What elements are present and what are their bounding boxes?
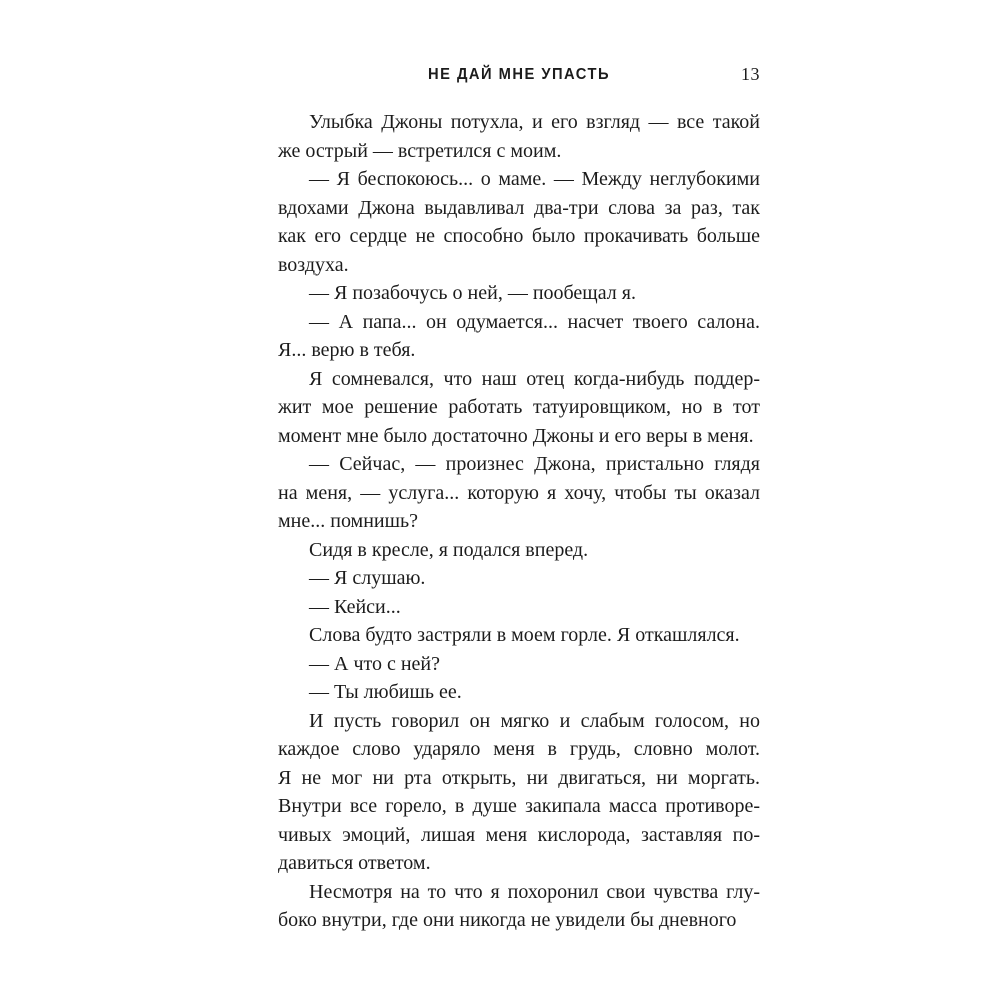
paragraph (278, 564, 760, 593)
text-line: Я не мог ни рта открыть, ни двигаться, ни моргать. (278, 766, 760, 789)
text-line: Улыбка Джоны потухла, и его взгляд — все такой (309, 111, 760, 133)
body-text (278, 108, 760, 935)
text-line: — Я беспокоюсь... о маме. — Между неглубокими (309, 168, 760, 190)
text-line: на меня, — услуга... которую я хочу, чтобы ты оказал (278, 481, 760, 504)
text-line: боко внутри, где они никогда не увидели бы дневного (278, 909, 737, 931)
paragraph (278, 707, 760, 878)
text-line: Несмотря на то что я похоронил свои чувства глу- (309, 880, 760, 903)
text-line: — А что с ней? (309, 652, 441, 675)
text-line: давиться ответом. (278, 852, 431, 874)
page-number: 13 (741, 64, 760, 84)
text-line: чивых эмоций, лишая меня кислорода, заставляя по- (278, 823, 760, 846)
paragraph (278, 593, 760, 622)
text-line: Сидя в кресле, я подался вперед. (309, 538, 589, 561)
text-line: воздуха. (278, 253, 349, 276)
text-line: Я... верю в тебя. (278, 339, 416, 361)
paragraph (278, 308, 760, 365)
text-line: Слова будто застряли в моем горле. Я откашлялся. (309, 624, 740, 646)
text-line: же острый — встретился с моим. (278, 139, 562, 162)
text-line: И пусть говорил он мягко и слабым голосом, но (309, 709, 760, 732)
text-line: — Я слушаю. (309, 567, 426, 589)
paragraph (278, 165, 760, 279)
paragraph (278, 365, 760, 451)
paragraph (278, 279, 760, 308)
text-line: жит мое решение работать татуировщиком, но в тот (278, 396, 760, 418)
text-line: — Я позабочусь о ней, — пообещал я. (309, 282, 636, 304)
text-line: мне... помнишь? (278, 510, 419, 532)
page-header (278, 66, 760, 84)
text-line: Внутри все горело, в душе закипала масса противоре- (278, 795, 760, 817)
text-line: Я сомневался, что наш отец когда-нибудь поддер- (309, 367, 760, 390)
paragraph (278, 878, 760, 935)
text-column (278, 66, 760, 935)
paragraph (278, 450, 760, 536)
text-line: вдохами Джона выдавливал два-три слова за раз, так (278, 196, 760, 219)
running-title: НЕ ДАЙ МНЕ УПАСТЬ (428, 66, 610, 83)
text-line: момент мне было достаточно Джоны и его веры в меня. (278, 424, 754, 447)
paragraph (278, 108, 760, 165)
text-line: — Сейчас, — произнес Джона, пристально глядя (309, 453, 760, 475)
text-line: как его сердце не способно было прокачивать больше (278, 225, 760, 247)
text-line: каждое слово ударяло меня в грудь, словно молот. (278, 738, 760, 760)
paragraph (278, 536, 760, 565)
text-line: — Ты любишь ее. (309, 681, 462, 703)
text-line: — А папа... он одумается... насчет твоего салона. (309, 310, 760, 333)
text-line: — Кейси... (309, 595, 401, 618)
paragraph (278, 650, 760, 679)
paragraph (278, 678, 760, 707)
paragraph (278, 621, 760, 650)
